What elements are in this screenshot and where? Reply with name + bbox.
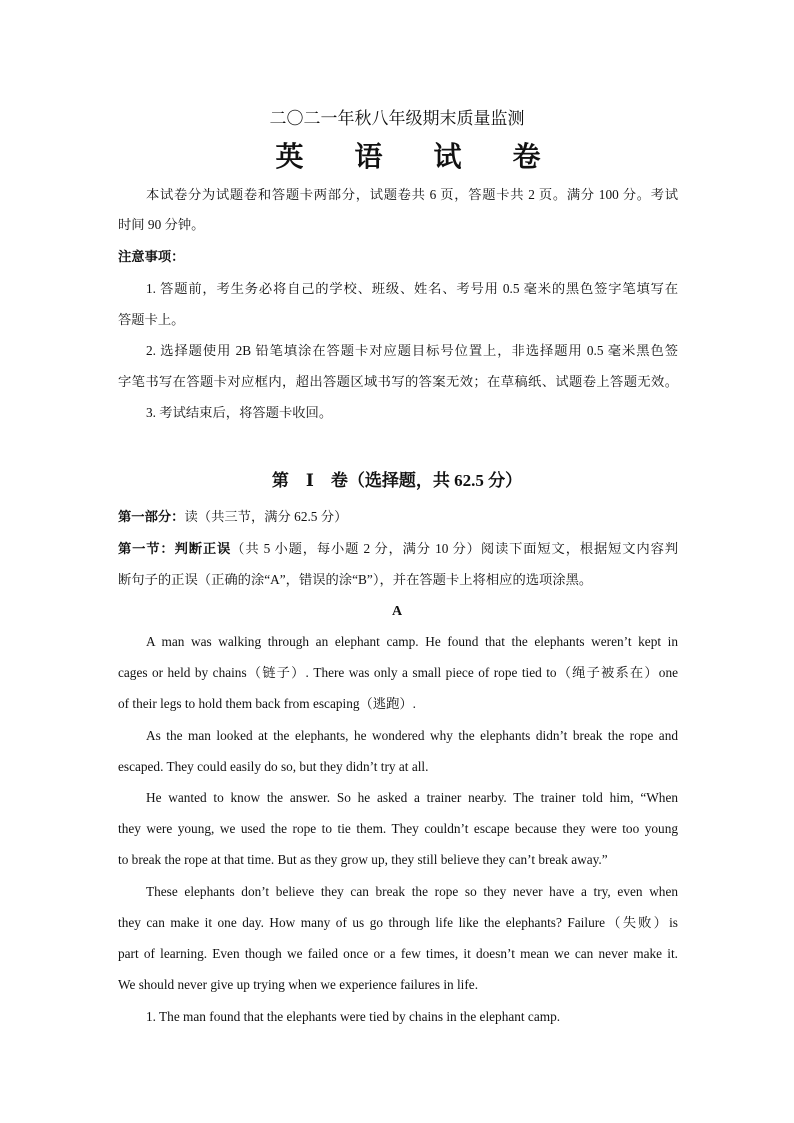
passage-line: As the man looked at the elephants, he wondered why the elephants didn’t break the rope and — [146, 728, 678, 743]
note-1-line-1: 1. 答题前，考生务必将自己的学校、班级、姓名、考号用 0.5 毫米的黑色签字笔填写在 — [146, 281, 678, 296]
question-1: 1. The man found that the elephants were tied by chains in the elephant camp. — [146, 1009, 561, 1024]
subsection-line-2: 断句子的正误（正确的涂“A”，错误的涂“B”），并在答题卡上将相应的选项涂黑。 — [118, 572, 593, 587]
passage-line: We should never give up trying when we experience failures in life. — [118, 977, 479, 992]
intro-line-1: 本试卷分为试题卷和答题卡两部分，试题卷共 6 页，答题卡共 2 页。满分 100 分。考试 — [146, 187, 678, 202]
passage-line: to break the rope at that time. But as they grow up, they still believe they can’t break away.” — [118, 852, 608, 867]
note-2-line-2: 字笔书写在答题卡对应框内，超出答题区域书写的答案无效；在草稿纸、试题卷上答题无效。 — [118, 374, 678, 389]
intro-line-2: 时间 90 分钟。 — [118, 217, 205, 232]
passage-label: A — [391, 604, 403, 619]
passage-line: of their legs to hold them back from escaping（逃跑）. — [118, 696, 417, 711]
note-2-line-1: 2. 选择题使用 2B 铅笔填涂在答题卡对应题目标号位置上，非选择题用 0.5 毫米黑色签 — [146, 343, 678, 358]
passage-line: He wanted to know the answer. So he asked a trainer nearby. The trainer told him, “When — [146, 790, 678, 805]
subsection-text: （共 5 小题，每小题 2 分，满分 10 分）阅读下面短文，根据短文内容判 — [231, 541, 679, 556]
subsection-line-1 — [118, 540, 678, 558]
passage-line: they can make it one day. How many of us go through life like the elephants? Failure（失败）is — [118, 915, 678, 930]
note-3: 3. 考试结束后，将答题卡收回。 — [146, 405, 333, 420]
passage-line: they were young, we used the rope to tie them. They couldn’t escape because they were too young — [118, 821, 678, 836]
subsection-label: 第一节：判断正误 — [118, 541, 232, 556]
part-label: 第一部分： — [118, 509, 185, 524]
note-1-line-2: 答题卡上。 — [118, 312, 185, 327]
passage-line: part of learning. Even though we failed once or a few times, it doesn’t mean we can never make it. — [118, 946, 678, 961]
part-text: 读（共三节，满分 62.5 分） — [184, 509, 348, 524]
notes-heading: 注意事项： — [118, 249, 185, 264]
subject-title: 英 语 试 卷 — [275, 142, 563, 173]
passage-line: escaped. They could easily do so, but they didn’t try at all. — [118, 759, 429, 774]
part-heading — [118, 508, 678, 526]
section-title: 第 Ⅰ 卷（选择题，共 62.5 分） — [271, 471, 523, 490]
passage-line: cages or held by chains（链子）. There was only a small piece of rope tied to（绳子被系在）one — [118, 665, 678, 680]
exam-title: 二〇二一年秋八年级期末质量监测 — [269, 109, 525, 128]
passage-line: These elephants don’t believe they can break the rope so they never have a try, even when — [146, 884, 678, 899]
passage-line: A man was walking through an elephant camp. He found that the elephants weren’t kept in — [146, 634, 678, 649]
